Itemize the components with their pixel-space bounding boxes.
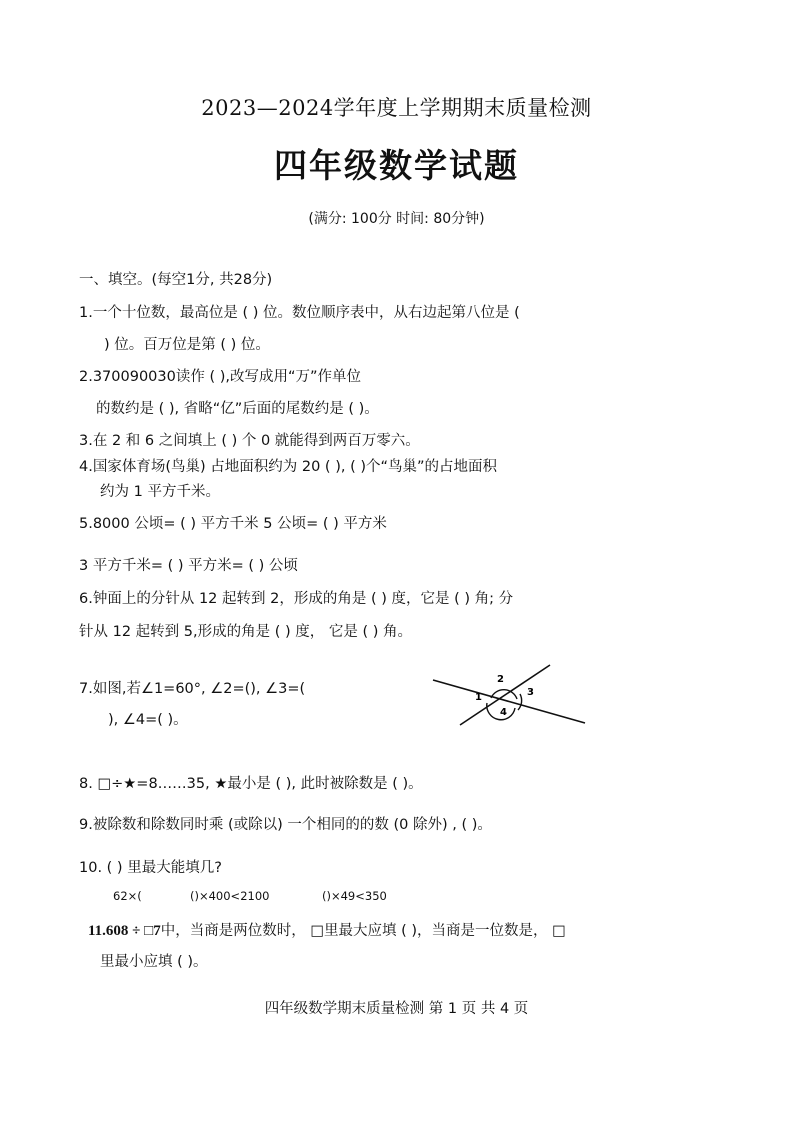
angle-label-2: 2: [497, 674, 504, 685]
angle-label-1: 1: [475, 692, 482, 703]
question-1-line-1: 1.一个十位数，最高位是 ( ) 位。数位顺序表中，从右边起第八位是 (: [79, 305, 520, 321]
question-6-line-2: 针从 12 起转到 5,形成的角是 ( ) 度， 它是 ( ) 角。: [79, 624, 413, 640]
question-10-expr-3: ()×49<350: [322, 889, 387, 903]
angle-arc-3: [518, 694, 522, 710]
question-4-line-2: 约为 1 平方千米。: [100, 484, 220, 500]
question-2-line-2: 的数约是 ( ), 省略“亿”后面的尾数约是 ( )。: [96, 401, 379, 417]
question-11-line-2: 里最小应填 ( )。: [100, 954, 208, 970]
question-4-line-1: 4.国家体育场(鸟巢) 占地面积约为 20 ( ), ( )个“鸟巢”的占地面积: [79, 459, 498, 475]
question-5-line-2: 3 平方千米= ( ) 平方米= ( ) 公顷: [79, 558, 298, 574]
score-time-info: (满分: 100分 时间: 80分钟): [308, 211, 485, 227]
question-3: 3.在 2 和 6 之间填上 ( ) 个 0 就能得到两百万零六。: [79, 433, 420, 449]
exam-title: 四年级数学试题: [274, 146, 519, 185]
section-heading: 一、填空。(每空1分, 共28分): [79, 272, 273, 288]
page-footer: 四年级数学期末质量检测 第 1 页 共 4 页: [264, 1001, 529, 1017]
question-8: 8. □÷★=8……35, ★最小是 ( ), 此时被除数是 ( )。: [79, 776, 423, 792]
question-11-expression: 11.608 ÷ □7: [88, 923, 161, 939]
question-1-line-2: ) 位。百万位是第 ( ) 位。: [104, 337, 270, 353]
question-2-line-1: 2.370090030读作 ( ),改写成用“万”作单位: [79, 369, 362, 385]
question-5-line-1: 5.8000 公顷= ( ) 平方千米 5 公顷= ( ) 平方米: [79, 516, 387, 532]
question-7-line-1: 7.如图,若∠1=60°, ∠2=(), ∠3=(: [79, 681, 306, 697]
angle-label-4: 4: [500, 707, 507, 718]
exam-year-title: 2023—2024学年度上学期期末质量检测: [201, 96, 592, 120]
question-10-line-1: 10. ( ) 里最大能填几?: [79, 860, 222, 876]
angle-label-3: 3: [527, 687, 534, 698]
intersecting-lines-figure: [425, 655, 595, 735]
question-10-expr-2: ()×400<2100: [190, 889, 270, 903]
question-6-line-1: 6.钟面上的分针从 12 起转到 2，形成的角是 ( ) 度，它是 ( ) 角; 分: [79, 591, 514, 607]
question-11-text: 中，当商是两位数时， □里最大应填 ( )，当商是一位数是， □: [160, 923, 566, 939]
question-9: 9.被除数和除数同时乘 (或除以) 一个相同的的数 (0 除外) , ( )。: [79, 817, 492, 833]
question-10-expr-1: 62×(: [113, 889, 142, 903]
question-7-line-2: ), ∠4=( )。: [108, 712, 188, 728]
question-11-line-1: [88, 919, 566, 940]
